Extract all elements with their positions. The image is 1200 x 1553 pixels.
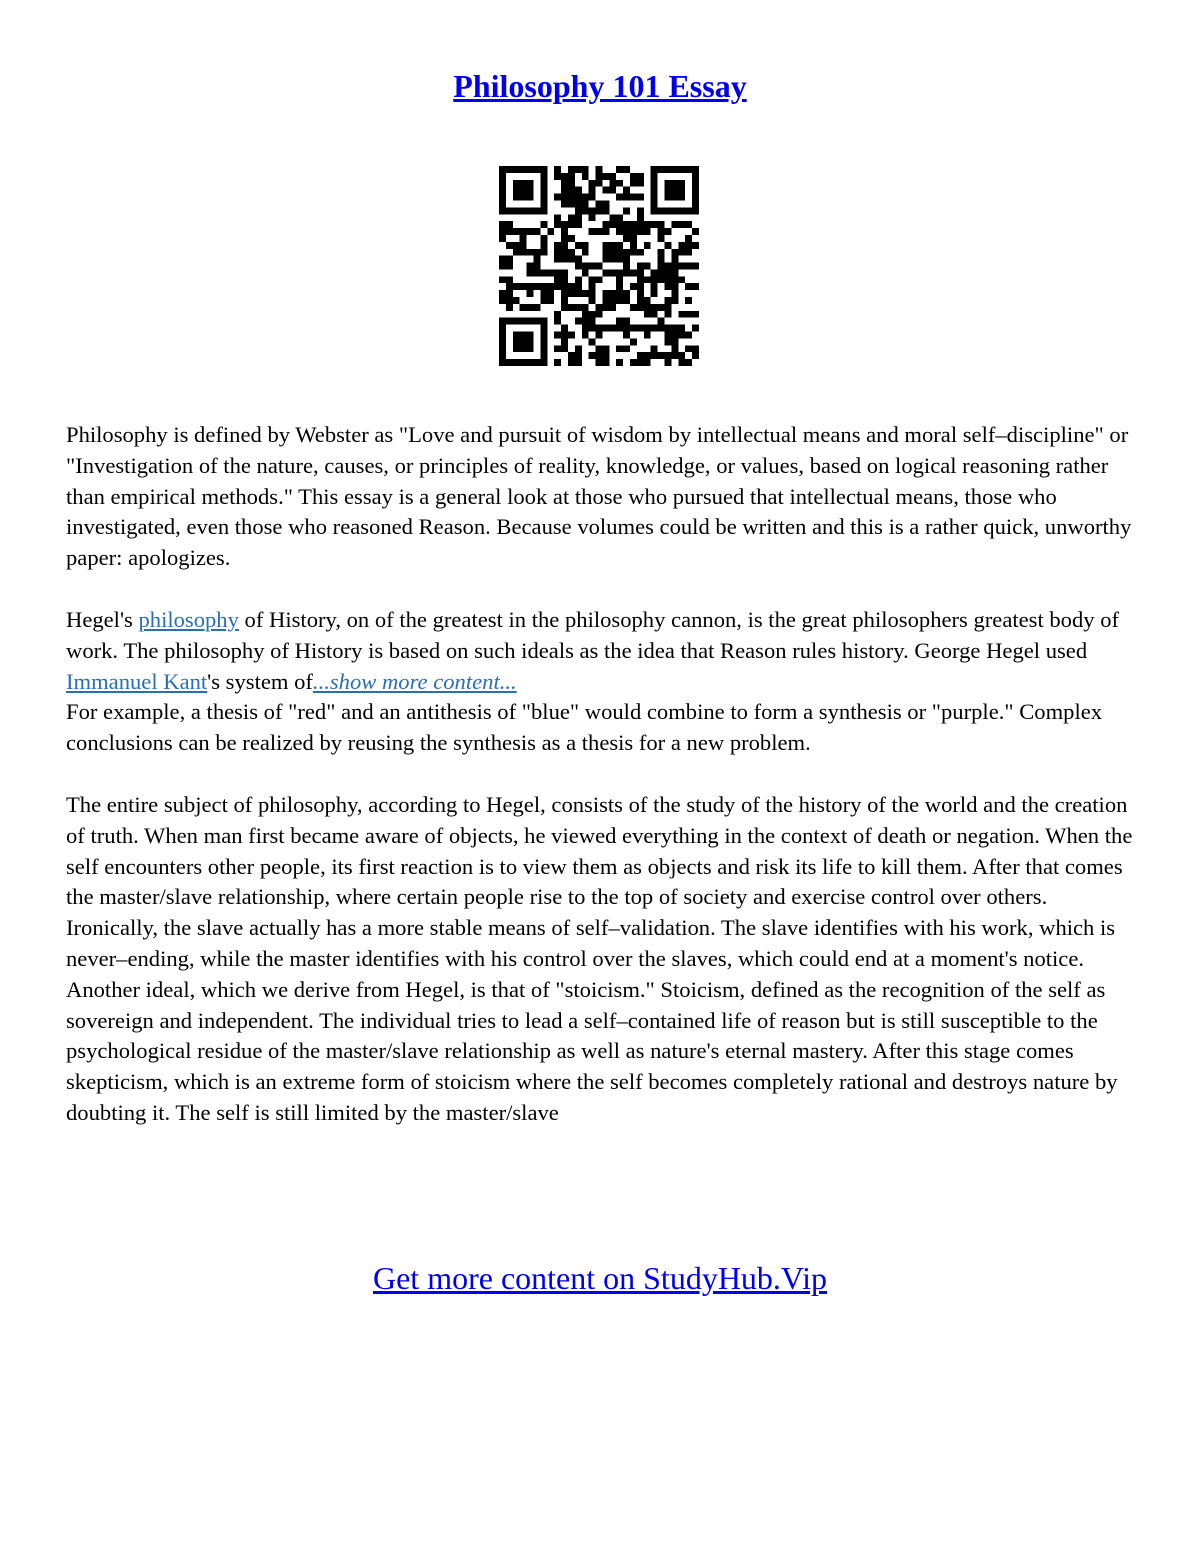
qr-code-icon <box>499 166 699 366</box>
paragraph-hegel-text-3: 's system of <box>207 668 313 694</box>
paragraph-definition: Philosophy is defined by Webster as "Love and pursuit of wisdom by intellectual means and moral self–discipline" or "Investigation of the nature, causes, or principles of reality, knowledge, or values, based on logical reasoning rather than empirical methods." This essay is a general look at those who pursued that intellectual means, those who investigated, even those who reasoned Reason. Because volumes could be written and this is a rather quick, unworthy paper: apologizes. <box>66 422 1132 571</box>
studyhub-link[interactable]: Get more content on StudyHub.Vip <box>372 1260 827 1296</box>
philosophy-link[interactable]: philosophy <box>138 606 239 632</box>
show-more-content-link[interactable]: ...show more content... <box>312 668 517 694</box>
title-link[interactable]: Philosophy 101 Essay <box>453 68 747 104</box>
page-title <box>0 66 1200 106</box>
essay-body <box>66 420 1141 1129</box>
paragraph-example: For example, a thesis of "red" and an antithesis of "blue" would combine to form a synthesis or "purple." Complex conclusions can be realized by reusing the synthesis as a thesis for a new problem. <box>66 699 1103 756</box>
paragraph-hegel-text-1: Hegel's <box>66 606 139 632</box>
paragraph-hegel <box>66 605 1141 697</box>
footer <box>0 1258 1200 1298</box>
immanuel-kant-link[interactable]: Immanuel Kant <box>66 668 208 694</box>
paragraph-subject: The entire subject of philosophy, according to Hegel, consists of the study of the history of the world and the creation of truth. When man first became aware of objects, he viewed everything in the context of death or negation. When the self encounters other people, its first reaction is to view them as objects and risk its life to kill them. After that comes the master/slave relationship, where certain people rise to the top of society and exercise control over others. Ironically, the slave actually has a more stable means of self–validation. The slave identifies with his work, which is never–ending, while the master identifies with his control over the slaves, which could end at a moment's notice. Another ideal, which we derive from Hegel, is that of "stoicism." Stoicism, defined as the recognition of the self as sovereign and independent. The individual tries to lead a self–contained life of reason but is still susceptible to the psychological residue of the master/slave relationship as well as nature's eternal mastery. After this stage comes skepticism, which is an extreme form of stoicism where the self becomes completely rational and destroys nature by doubting it. The self is still limited by the master/slave <box>66 791 1133 1125</box>
paragraph-hegel-text-2: of History, on of the greatest in the philosophy cannon, is the great philosophers greatest body of work. The philosophy of History is based on such ideals as the idea that Reason rules history. George Hegel used <box>66 606 1120 663</box>
